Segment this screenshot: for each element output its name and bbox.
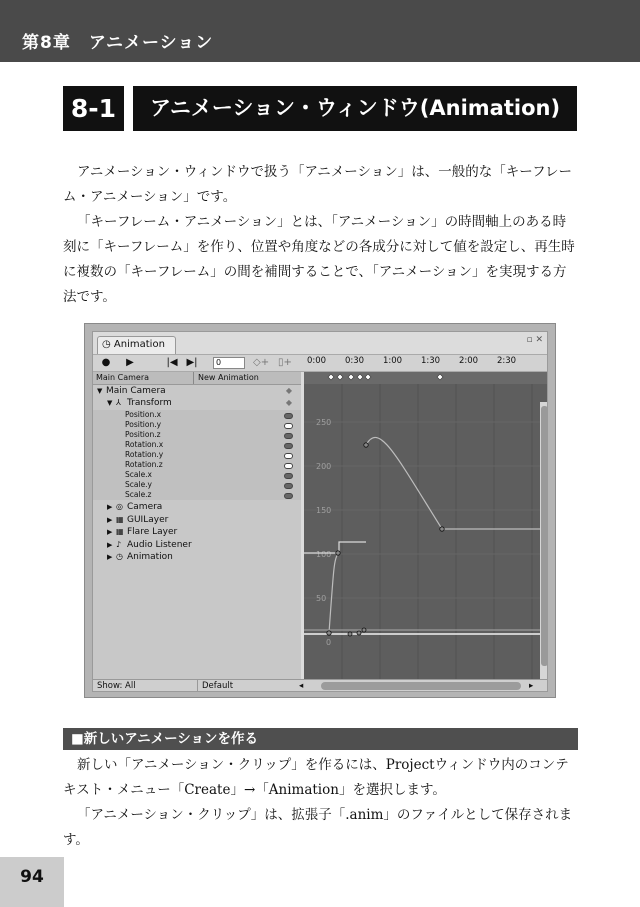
panel-header [93,372,301,385]
paragraph: 「アニメーション・クリップ」は、拡張子「.anim」のファイルとして保存されます。 [63,807,573,848]
window-controls[interactable] [526,335,543,345]
hierarchy-label: Rotation.y [125,450,164,459]
property-panel [93,372,301,679]
hierarchy-row[interactable] [93,410,301,420]
collapsed-arrow-icon[interactable]: ▶ [107,515,113,524]
curve-toggle-icon[interactable] [284,473,293,479]
collapsed-arrow-icon[interactable]: ▶ [107,503,113,511]
graph-y-label: 50 [316,594,327,603]
curve-graph-svg [304,372,548,679]
horizontal-scrollbar[interactable] [321,682,521,690]
graph-y-label: 200 [316,462,332,471]
hierarchy-label: GUILayer [127,514,169,525]
hierarchy-label: Transform [127,398,172,408]
keyframe-diamond-icon[interactable]: ◆ [285,386,292,395]
flare-layer-icon: ▦ [116,527,124,536]
page-number: 94 [20,867,44,887]
paragraph: アニメーション・ウィンドウで扱う「アニメーション」は、一般的な「キーフレーム・アニメーション」です。 [63,164,573,205]
hierarchy-row[interactable] [93,502,301,512]
show-filter-dropdown[interactable]: Show: All [97,681,136,691]
hierarchy-row[interactable] [93,398,301,408]
hierarchy-row[interactable] [93,527,301,537]
curve-toggle-icon[interactable] [284,463,293,469]
animation-window [92,331,548,692]
hierarchy-label: Scale.z [125,490,152,499]
hierarchy-label: Scale.y [125,480,153,489]
panel-footer [93,679,548,692]
object-dropdown[interactable]: Main Camera [96,373,150,382]
paragraph: 新しい「アニメーション・クリップ」を作るには、Projectウィンドウ内のコンテキスト・メニュー「Create」→「Animation」を選択します。 [63,757,569,798]
section-number: 8-1 [63,86,124,131]
chapter-title: 第8章 アニメーション [22,33,214,53]
collapsed-arrow-icon[interactable]: ▶ [107,528,113,536]
hierarchy-label: Position.y [125,420,162,429]
hierarchy-row[interactable] [93,450,301,460]
timeline-tick: 2:30 [497,356,517,366]
collapsed-arrow-icon[interactable]: ▶ [107,553,113,561]
hierarchy-row[interactable] [93,440,301,450]
hierarchy-row[interactable] [93,420,301,430]
paragraph: 「キーフレーム・アニメーション」とは、「アニメーション」の時間軸上のある時刻に「キーフレーム」を作り、位置や角度などの各成分に対して値を設定し、再生時に複数の「キーフレーム」の間を補間することで、「アニメーション」を実現する方法です。 [63,214,575,305]
tab-label: Animation [113,339,165,350]
curve-toggle-icon[interactable] [284,433,293,439]
gui-layer-icon: ▦ [116,514,124,524]
wrap-mode-dropdown[interactable]: Default [197,680,233,692]
clip-dropdown[interactable]: New Animation [193,372,259,384]
timeline-tick: 0:30 [345,356,365,366]
collapsed-arrow-icon[interactable]: ▶ [107,540,113,549]
timeline-tick: 1:00 [383,356,403,366]
curve-toggle-icon[interactable] [284,493,293,499]
audio-listener-icon: ♪ [116,539,122,549]
hierarchy-row[interactable] [93,460,301,470]
section-title: アニメーション・ウィンドウ(Animation) [133,86,577,131]
hierarchy-label: Flare Layer [127,527,178,537]
timeline-tick: 1:30 [421,356,441,366]
clock-icon: ◷ [102,339,111,350]
frame-field[interactable]: 0 [213,357,245,369]
hierarchy-label: Animation [127,552,173,562]
curve-toggle-icon[interactable] [284,453,293,459]
hierarchy-row[interactable] [93,515,301,525]
graph-y-label: 100 [316,550,332,559]
timeline-tick: 2:00 [459,356,479,366]
play-icon[interactable]: ▶ [126,357,134,368]
subsection-heading: ■新しいアニメーションを作る [63,728,578,750]
add-event-icon[interactable]: ▯+ [278,357,292,368]
scroll-left-icon[interactable]: ◂ [299,681,304,691]
record-icon[interactable]: ● [101,357,111,368]
body-text [63,753,578,853]
graph-y-label: 250 [316,418,332,427]
prev-key-icon[interactable]: |◀ [166,357,178,368]
next-key-icon[interactable]: ▶| [186,357,198,368]
hierarchy-row[interactable] [93,480,301,490]
hierarchy-label: Main Camera [106,386,166,396]
close-icon[interactable]: ✕ [535,335,543,345]
hierarchy-label: Position.x [125,410,162,419]
hierarchy-row[interactable] [93,490,301,500]
curve-toggle-icon[interactable] [284,443,293,449]
hierarchy-label: Position.z [125,430,161,439]
curve-toggle-icon[interactable] [284,423,293,429]
hierarchy-row[interactable] [93,430,301,440]
scroll-right-icon[interactable]: ▸ [529,681,534,691]
hierarchy-label: Scale.x [125,470,153,479]
hierarchy-label: Rotation.z [125,460,163,469]
curve-toggle-icon[interactable] [284,483,293,489]
timeline-tick: 0:00 [307,356,327,366]
expand-arrow-icon[interactable]: ▼ [97,387,103,395]
curve-graph[interactable] [304,372,548,679]
animation-icon: ◷ [116,552,123,561]
hierarchy-row[interactable] [93,386,301,396]
curve-toggle-icon[interactable] [284,413,293,419]
timeline-ruler[interactable] [305,355,548,371]
expand-arrow-icon[interactable]: ▼ [107,399,113,407]
toolbar [93,354,547,372]
intro-text [63,160,578,310]
hierarchy-row[interactable] [93,552,301,562]
graph-y-label: 150 [316,506,332,515]
lock-icon[interactable]: ▫ [526,335,533,345]
animation-tab[interactable] [97,336,176,354]
graph-y-label: 0 [326,638,332,647]
add-keyframe-icon[interactable]: ◇+ [253,357,270,368]
camera-icon: ◎ [116,502,123,511]
hierarchy-row[interactable] [93,540,301,550]
hierarchy-label: Camera [127,502,163,512]
transform-icon: ⅄ [116,398,121,407]
animation-window-screenshot [84,323,556,698]
hierarchy-row[interactable] [93,470,301,480]
hierarchy-label: Audio Listener [127,539,192,550]
keyframe-diamond-icon[interactable]: ◆ [285,398,292,407]
hierarchy-label: Rotation.x [125,440,164,449]
